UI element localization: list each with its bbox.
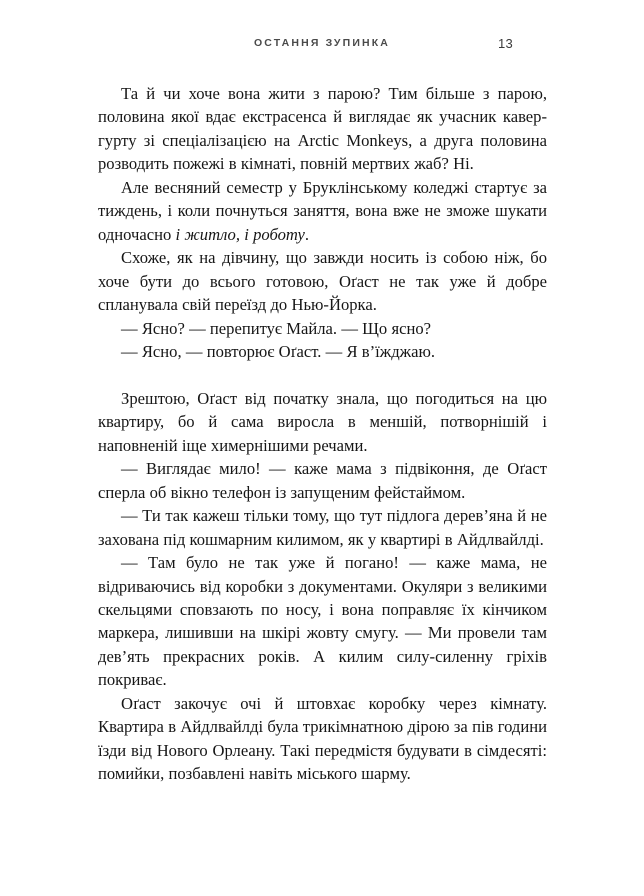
body-paragraph: Та й чи хоче вона жити з парою? Тим більше з парою, половина якої вдає екстрасенса й виглядає як учасник кавер-гурту зі спеціалізацією на Arctic Monkeys, а друга половина розводить пожежі в кімнаті, повній мертвих жаб? Ні. [98, 84, 547, 174]
body-text-block [98, 82, 547, 786]
dialogue-paragraph: — Ти так кажеш тільки тому, що тут підлога дерев’яна й не захована під кошмарним килимом, як у квартирі в Айдлвайлді. [98, 506, 547, 549]
dialogue-paragraph: — Там було не так уже й погано! — каже мама, не відриваючись від коробки з документами. Окуляри з великими скельцями сповзають по носу, і вона поправляє їх кінчиком маркера, лишивши на шкірі жовту смугу. — Ми провели там дев’ять прекрасних років. А килим силу-силенну гріхів покриває. [98, 553, 547, 690]
dialogue-paragraph: — Ясно, — повторює Оґаст. — Я в’їжджаю. [121, 341, 436, 361]
dialogue-paragraph: — Виглядає мило! — каже мама з підвіконня, де Оґаст сперла об вікно телефон із запущеним фейстаймом. [98, 459, 547, 502]
dialogue-paragraph: — Ясно? — перепитує Майла. — Що ясно? [121, 318, 431, 338]
body-paragraph: Схоже, як на дівчину, що завжди носить із собою ніж, бо хоче бути до всього готовою, Оґаст не так уже й добре спланувала свій переїзд до Нью-Йорка. [98, 248, 547, 315]
running-head [98, 33, 546, 53]
body-paragraph: Зрештою, Оґаст від початку знала, що погодиться на цю квартиру, бо й сама виросла в меншій, потворнішій і наповненій іще химернішими речами. [98, 388, 547, 455]
body-paragraph: Але весняний семестр у Бруклінському коледжі стартує за тиждень, і коли почнуться заняття, вона вже не зможе шукати одночасно і житло, і роботу. [98, 177, 547, 244]
running-head-title: ОСТАННЯ ЗУПИНКА [253, 37, 391, 49]
page-number: 13 [498, 35, 514, 51]
body-paragraph: Оґаст закочує очі й штовхає коробку через кімнату. Квартира в Айдлвайлді була трикімнатною дірою за пів години їзди від Нового Орлеану. Такі передмістя будувати в сімдесяті: помийки, позбавлені навіть міського шарму. [98, 693, 547, 784]
